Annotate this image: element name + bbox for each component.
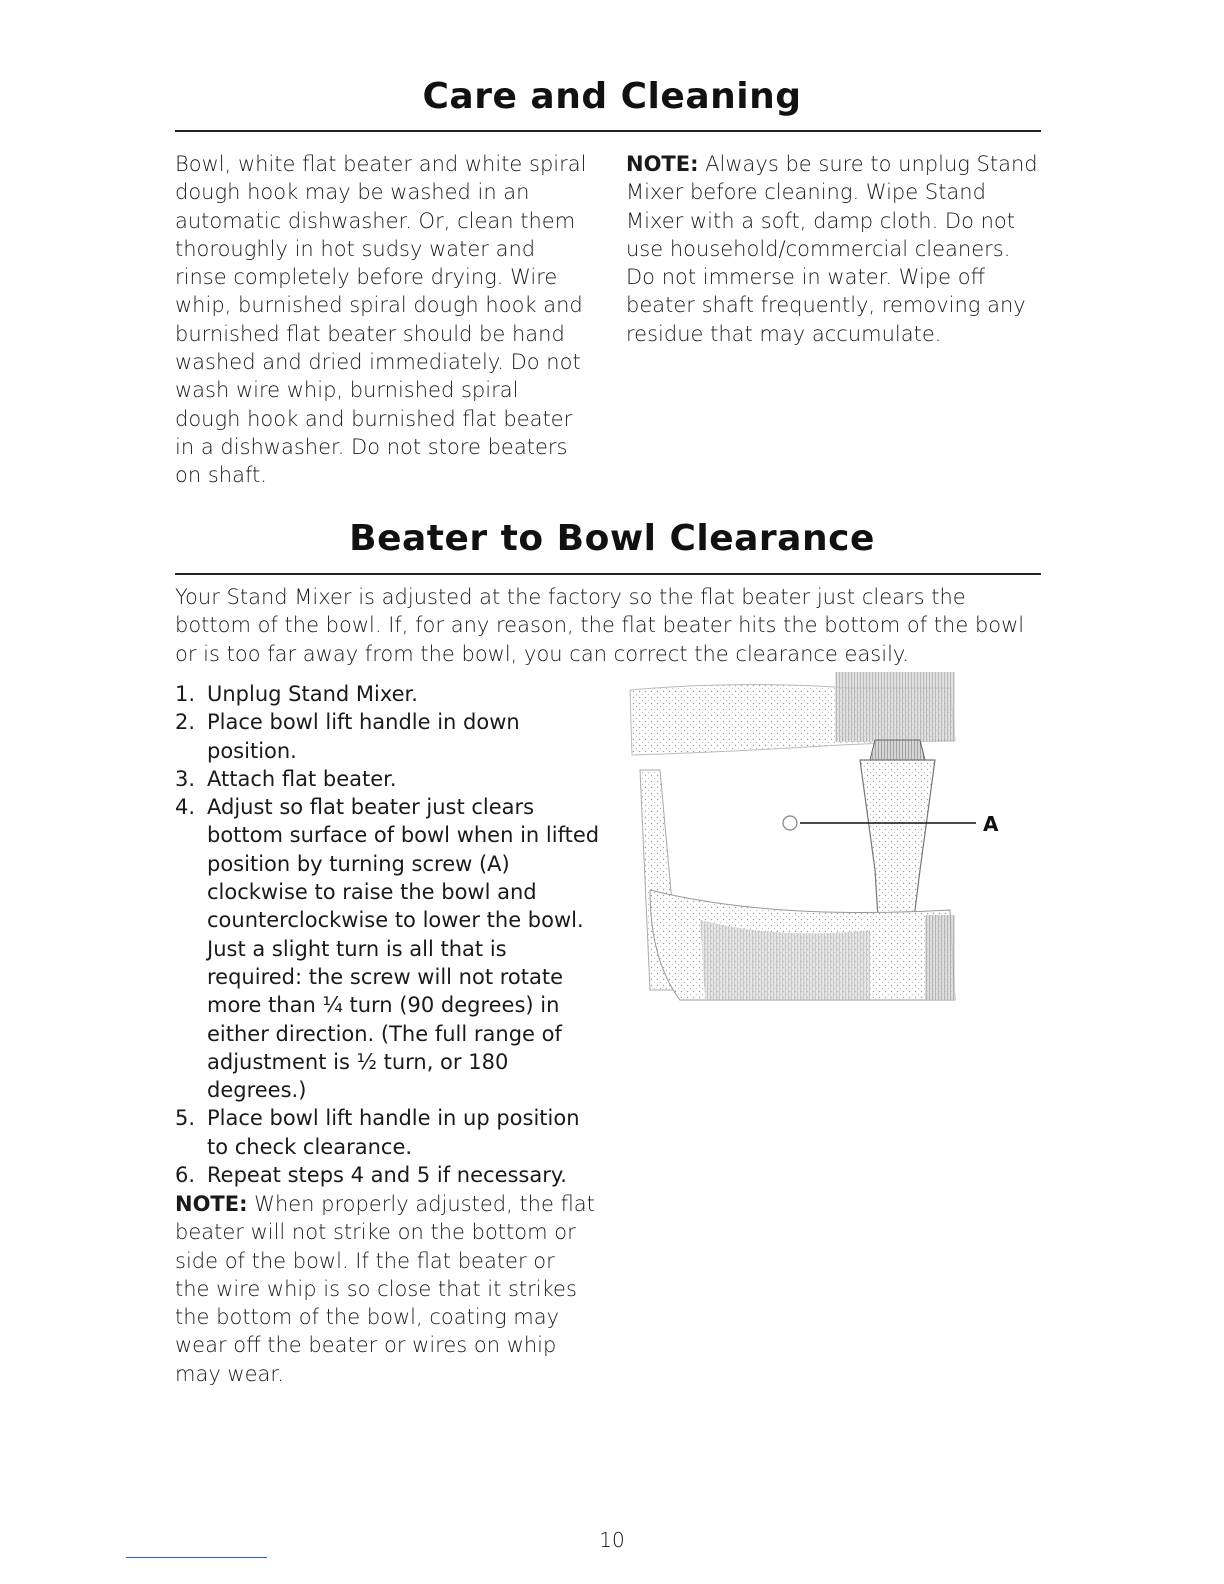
page-number: 10 <box>599 1528 625 1552</box>
clearance-steps-list <box>175 680 605 1189</box>
beater-shaft <box>870 740 925 760</box>
clearance-note-paragraph <box>175 1190 595 1388</box>
step-item <box>175 793 605 1104</box>
bowl-right-post <box>925 915 955 1000</box>
step-number: 1. <box>175 682 196 706</box>
step-item <box>175 708 605 765</box>
clearance-note-label: NOTE: <box>175 1192 248 1216</box>
step-text: Place bowl lift handle in down position. <box>207 710 520 763</box>
step-item <box>175 765 605 793</box>
care-note-text: Always be sure to unplug Stand Mixer before cleaning. Wipe Stand Mixer with a soft, damp cloth. Do not use household/commercial cleaners. Do not immerse in water. Wipe off beater shaft frequently, removing any residue that may accumulate. <box>626 152 1038 346</box>
step-number: 6. <box>175 1163 196 1188</box>
care-note-paragraph <box>626 150 1041 348</box>
clearance-divider <box>175 573 1041 575</box>
footer-rule <box>126 1557 267 1558</box>
clearance-note-text: When properly adjusted, the flat beater will not strike on the bottom or side of the bowl. If the flat beater or the wire whip is so close that it strikes the bottom of the bowl, coating may wear off the beater or wires on whip may wear. <box>175 1192 595 1386</box>
mixer-clearance-illustration <box>620 660 1010 1010</box>
step-text: Attach flat beater. <box>207 766 397 791</box>
step-item <box>175 1161 605 1189</box>
figure-callout-label: A <box>983 812 999 836</box>
care-title: Care and Cleaning <box>422 76 802 117</box>
step-number: 3. <box>175 766 196 791</box>
care-left-paragraph: Bowl, white flat beater and white spiral dough hook may be washed in an automatic dishwasher. Or, clean them thoroughly in hot sudsy water and rinse completely before drying. Wire whip, burnished spiral dough hook and burnished flat beater should be hand washed and dried immediately. Do not wash wire whip, burnished spiral dough hook and burnished flat beater in a dishwasher. Do not store beaters on shaft. <box>175 152 587 488</box>
adjustment-screw-icon <box>783 816 797 830</box>
step-number: 2. <box>175 710 196 735</box>
step-text: Place bowl lift handle in up position to check clearance. <box>207 1106 580 1159</box>
step-text: Repeat steps 4 and 5 if necessary. <box>207 1163 567 1188</box>
mixer-motor-housing <box>835 672 955 742</box>
clearance-title: Beater to Bowl Clearance <box>349 518 875 559</box>
step-item <box>175 680 605 708</box>
step-text: Adjust so flat beater just clears bottom surface of bowl when in lifted position by turning screw (A) clockwise to raise the bowl and counterclockwise to lower the bowl. Just a slight turn is all that is required: the screw will not rotate more than ¼ turn (90 degrees) in either direction. (The full range of adjustment is ½ turn, or 180 degrees.) <box>207 795 600 1103</box>
care-note-label: NOTE: <box>626 152 699 176</box>
step-text: Unplug Stand Mixer. <box>207 682 418 706</box>
clearance-intro: Your Stand Mixer is adjusted at the factory so the flat beater just clears the bottom of the bowl. If, for any reason, the flat beater hits the bottom of the bowl or is too far away from the bowl, you can correct the clearance easily. <box>175 585 1025 666</box>
step-item <box>175 1104 605 1161</box>
care-divider <box>175 130 1041 132</box>
step-number: 4. <box>175 795 196 820</box>
step-number: 5. <box>175 1106 196 1131</box>
